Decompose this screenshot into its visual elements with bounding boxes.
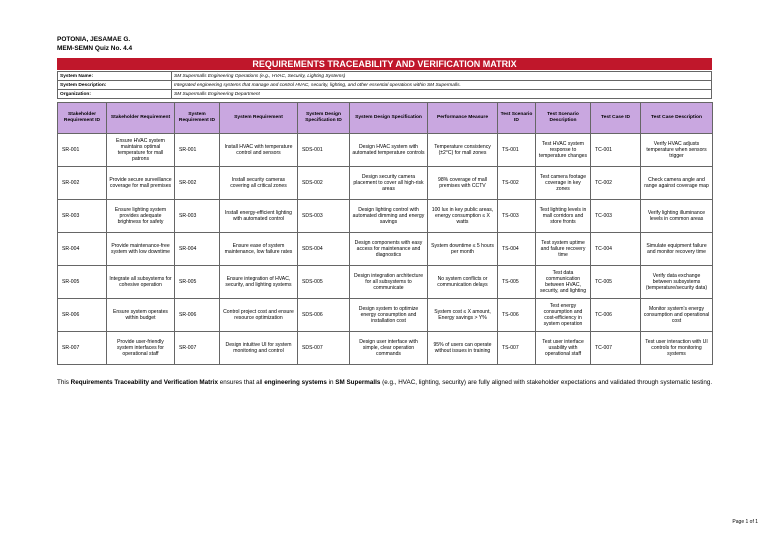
table-cell: Design lighting control with automated dimming and energy savings [350, 200, 428, 233]
table-cell: Design security camera placement to cover all high-risk areas [350, 167, 428, 200]
matrix-header-row [58, 103, 713, 134]
info-label: Organization: [58, 90, 172, 99]
table-cell: SR-005 [58, 266, 107, 299]
table-cell: Check camera angle and range against coverage map [641, 167, 713, 200]
table-row [58, 332, 713, 365]
column-header: System Requirement ID [175, 103, 220, 134]
table-cell: Test energy consumption and cost-efficiency in system operation [536, 299, 591, 332]
table-cell: Design intuitive UI for system monitoring and control [220, 332, 298, 365]
table-cell: TS-004 [498, 233, 536, 266]
column-header: Test Scenario ID [498, 103, 536, 134]
table-cell: No system conflicts or communication delays [428, 266, 498, 299]
table-cell: Ensure ease of system maintenance, low failure rates [220, 233, 298, 266]
matrix-title: REQUIREMENTS TRACEABILITY AND VERIFICATION MATRIX [57, 58, 712, 70]
info-label: System Description: [58, 81, 172, 90]
table-cell: SDS-004 [298, 233, 350, 266]
table-cell: Test user interface usability with operational staff [536, 332, 591, 365]
table-row [58, 266, 713, 299]
table-cell: Simulate equipment failure and monitor recovery time [641, 233, 713, 266]
table-cell: SR-003 [175, 200, 220, 233]
table-cell: Verify lighting illuminance levels in common areas [641, 200, 713, 233]
table-cell: Test user interaction with UI controls for monitoring systems [641, 332, 713, 365]
info-label: System Name: [58, 72, 172, 81]
table-cell: Install HVAC with temperature control and sensors [220, 134, 298, 167]
table-cell: Ensure lighting system provides adequate brightness for safety [107, 200, 175, 233]
table-cell: Design components with easy access for maintenance and diagnostics [350, 233, 428, 266]
table-cell: Provide user-friendly system interfaces for operational staff [107, 332, 175, 365]
info-value: SM Supermalls Engineering Department [172, 90, 712, 99]
table-cell: Control project cost and ensure resource optimization [220, 299, 298, 332]
table-cell: Test HVAC system response to temperature changes [536, 134, 591, 167]
column-header: Stakeholder Requirement [107, 103, 175, 134]
footnote: This Requirements Traceability and Verification Matrix ensures that all engineering systems in SM Supermalls (e.g., HVAC, lighting, security) are fully aligned with stakeholder expectations and validated through systematic testing. [57, 379, 713, 386]
column-header: Performance Measure [428, 103, 498, 134]
page-number: Page 1 of 1 [732, 519, 758, 525]
table-cell: SR-004 [58, 233, 107, 266]
table-cell: TC-007 [591, 332, 641, 365]
system-info-table [57, 71, 712, 99]
table-row [58, 167, 713, 200]
table-cell: SDS-006 [298, 299, 350, 332]
table-cell: Ensure system operates within budget [107, 299, 175, 332]
table-row [58, 299, 713, 332]
table-cell: SDS-007 [298, 332, 350, 365]
table-cell: TS-005 [498, 266, 536, 299]
table-cell: TS-003 [498, 200, 536, 233]
table-cell: Verify data exchange between subsystems (temperature/security data) [641, 266, 713, 299]
table-cell: SR-006 [175, 299, 220, 332]
column-header: Test Case ID [591, 103, 641, 134]
table-cell: TC-001 [591, 134, 641, 167]
table-cell: 100 lux in key public areas, energy consumption ≤ X watts [428, 200, 498, 233]
table-cell: TS-006 [498, 299, 536, 332]
table-cell: System downtime ≤ 5 hours per month [428, 233, 498, 266]
table-cell: 98% coverage of mall premises with CCTV [428, 167, 498, 200]
table-cell: TS-001 [498, 134, 536, 167]
table-cell: Temperature consistency (±2°C) for mall zones [428, 134, 498, 167]
info-row [58, 72, 712, 81]
table-cell: SDS-005 [298, 266, 350, 299]
table-cell: Ensure integration of HVAC, security, and lighting systems [220, 266, 298, 299]
table-cell: SR-001 [175, 134, 220, 167]
table-cell: Test camera footage coverage in key zones [536, 167, 591, 200]
table-row [58, 233, 713, 266]
table-cell: SR-002 [175, 167, 220, 200]
column-header: Stakeholder Requirement ID [58, 103, 107, 134]
table-cell: TS-002 [498, 167, 536, 200]
table-cell: Test data communication between HVAC, security, and lighting [536, 266, 591, 299]
column-header: Test Case Description [641, 103, 713, 134]
info-value: Integrated engineering systems that manage and control HVAC, security, lighting, and other essential operations within SM Supermalls. [172, 81, 712, 90]
table-cell: SR-006 [58, 299, 107, 332]
info-row [58, 81, 712, 90]
table-cell: SDS-001 [298, 134, 350, 167]
table-cell: SDS-002 [298, 167, 350, 200]
table-cell: SR-003 [58, 200, 107, 233]
table-cell: SR-001 [58, 134, 107, 167]
info-value: SM Supermalls Engineering Operations (e.g., HVAC, Security, Lighting Systems) [172, 72, 712, 81]
column-header: Test Scenario Description [536, 103, 591, 134]
table-row [58, 134, 713, 167]
table-cell: SR-005 [175, 266, 220, 299]
column-header: System Design Specification ID [298, 103, 350, 134]
table-cell: Test lighting levels in mall corridors and store fronts [536, 200, 591, 233]
author-name: POTONIA, JESAMAE G. [57, 36, 131, 43]
column-header: System Requirement [220, 103, 298, 134]
table-cell: 95% of users can operate without issues in training [428, 332, 498, 365]
table-cell: TC-004 [591, 233, 641, 266]
table-cell: Test system uptime and failure recovery time [536, 233, 591, 266]
table-cell: SR-007 [58, 332, 107, 365]
document-header [57, 35, 132, 53]
table-cell: Install security cameras covering all critical zones [220, 167, 298, 200]
table-cell: Ensure HVAC system maintains optimal temperature for mall patrons [107, 134, 175, 167]
table-cell: Verify HVAC adjusts temperature when sensors trigger [641, 134, 713, 167]
table-cell: Install energy-efficient lighting with automated control [220, 200, 298, 233]
table-cell: TC-003 [591, 200, 641, 233]
traceability-matrix [57, 102, 713, 365]
table-cell: Provide maintenance-free system with low downtime [107, 233, 175, 266]
table-row [58, 200, 713, 233]
table-cell: SDS-003 [298, 200, 350, 233]
table-cell: TS-007 [498, 332, 536, 365]
table-cell: Design system to optimize energy consumption and installation cost [350, 299, 428, 332]
info-row [58, 90, 712, 99]
table-cell: TC-005 [591, 266, 641, 299]
table-cell: Design integration architecture for all subsystems to communicate [350, 266, 428, 299]
table-cell: TC-006 [591, 299, 641, 332]
table-cell: SR-004 [175, 233, 220, 266]
table-cell: Provide secure surveillance coverage for mall premises [107, 167, 175, 200]
table-cell: Integrate all subsystems for cohesive operation [107, 266, 175, 299]
table-cell: Design HVAC system with automated temperature controls [350, 134, 428, 167]
table-cell: Design user interface with simple, clear operation commands [350, 332, 428, 365]
table-cell: Monitor system's energy consumption and operational cost [641, 299, 713, 332]
table-cell: SR-002 [58, 167, 107, 200]
column-header: System Design Specification [350, 103, 428, 134]
table-cell: TC-002 [591, 167, 641, 200]
table-cell: SR-007 [175, 332, 220, 365]
course-label: MEM-SEMN Quiz No. 4.4 [57, 45, 133, 52]
table-cell: System cost ≤ X amount, Energy savings > Y% [428, 299, 498, 332]
